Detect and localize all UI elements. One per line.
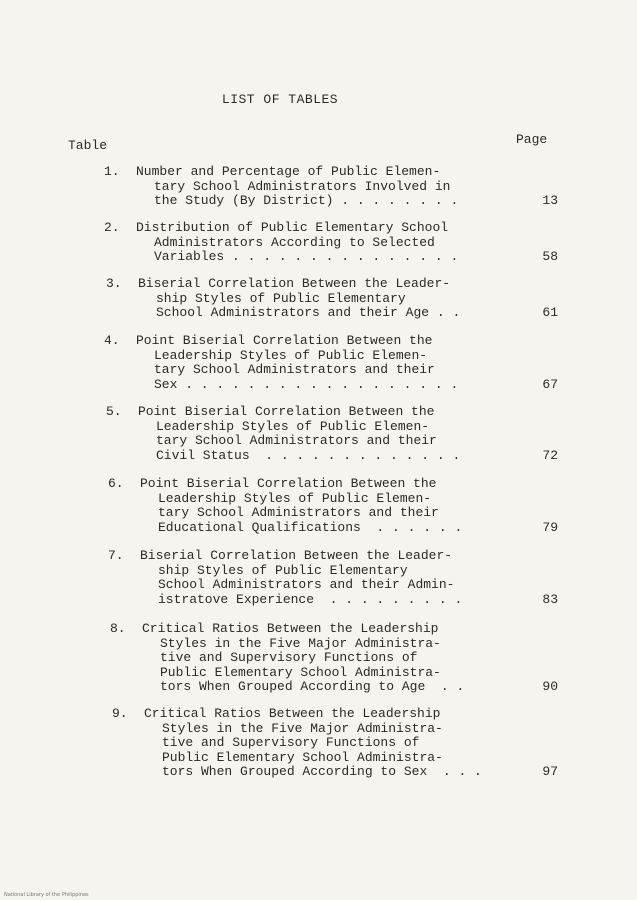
caption-line: tary School Administrators and their	[154, 362, 435, 377]
caption-line: Leadership Styles of Public Elemen-	[154, 347, 428, 363]
table-caption	[136, 334, 506, 392]
table-caption	[136, 165, 506, 209]
table-number: 6.	[108, 476, 124, 491]
caption-line: Public Elementary School Administra-	[160, 664, 441, 680]
page-title: LIST OF TABLES	[221, 92, 339, 107]
table-caption	[138, 277, 508, 321]
caption-line: Distribution of Public Elementary School	[136, 220, 449, 235]
caption-line: Leadership Styles of Public Elemen-	[158, 490, 432, 506]
caption-line: Point Biserial Correlation Between the	[136, 333, 433, 348]
caption-line: Biserial Correlation Between the Leader-	[140, 548, 453, 563]
page-number: 97	[542, 764, 558, 779]
caption-line: Sex . . . . . . . . . . . . . . . . . .	[154, 376, 459, 392]
table-number: 3.	[106, 276, 122, 291]
table-caption	[142, 622, 512, 695]
table-caption	[140, 549, 510, 607]
page-number: 67	[542, 376, 558, 392]
caption-line: Point Biserial Correlation Between the	[138, 404, 435, 419]
caption-line: the Study (By District) . . . . . . . .	[154, 193, 459, 208]
caption-line: ship Styles of Public Elementary	[156, 290, 406, 306]
caption-line: ship Styles of Public Elementary	[158, 562, 408, 578]
caption-line: tary School Administrators and their	[156, 433, 437, 448]
caption-line: tive and Supervisory Functions of	[162, 735, 420, 750]
caption-line: Critical Ratios Between the Leadership	[142, 621, 439, 636]
table-caption	[136, 221, 506, 265]
caption-line: tive and Supervisory Functions of	[160, 650, 418, 665]
page-number: 72	[542, 447, 558, 463]
caption-line: tors When Grouped According to Age . .	[160, 679, 465, 694]
caption-line: Point Biserial Correlation Between the	[140, 476, 437, 491]
page-number: 58	[542, 249, 558, 264]
caption-line: School Administrators and their Age . .	[156, 305, 461, 320]
caption-line: Number and Percentage of Public Elemen-	[136, 164, 441, 179]
page-number: 13	[542, 193, 558, 208]
table-number: 9.	[112, 706, 128, 721]
table-caption	[140, 477, 510, 535]
caption-line: Civil Status . . . . . . . . . . . . .	[156, 447, 461, 463]
caption-line: Administrators According to Selected	[154, 234, 435, 250]
caption-line: Educational Qualifications . . . . . .	[158, 519, 463, 535]
page-number: 79	[542, 519, 558, 535]
table-number: 2.	[104, 220, 120, 235]
caption-line: Critical Ratios Between the Leadership	[144, 706, 441, 721]
table-column-label: Table	[68, 138, 108, 153]
page-number: 61	[542, 305, 558, 320]
caption-line: tary School Administrators and their	[158, 505, 439, 520]
table-number: 1.	[104, 164, 120, 179]
caption-line: Public Elementary School Administra-	[162, 749, 443, 765]
table-number: 4.	[104, 333, 120, 348]
table-number: 5.	[106, 404, 122, 419]
table-number: 8.	[110, 621, 126, 636]
table-number: 7.	[108, 548, 124, 563]
page-number: 90	[542, 679, 558, 694]
caption-line: istratove Experience . . . . . . . . .	[158, 591, 463, 607]
caption-line: School Administrators and their Admin-	[158, 577, 455, 592]
page-number: 83	[542, 591, 558, 607]
table-caption	[138, 405, 508, 463]
caption-line: Variables . . . . . . . . . . . . . . .	[154, 249, 459, 264]
caption-line: Biserial Correlation Between the Leader-	[138, 276, 451, 291]
caption-line: tors When Grouped According to Sex . . .	[162, 764, 482, 779]
caption-line: Styles in the Five Major Administra-	[162, 720, 443, 736]
caption-line: tary School Administrators Involved in	[154, 178, 451, 194]
caption-line: Leadership Styles of Public Elemen-	[156, 418, 430, 434]
caption-line: Styles in the Five Major Administra-	[160, 635, 441, 651]
page-column-label: Page	[516, 132, 548, 147]
table-caption	[144, 707, 514, 780]
footer-note: National Library of the Philippines	[4, 892, 89, 898]
